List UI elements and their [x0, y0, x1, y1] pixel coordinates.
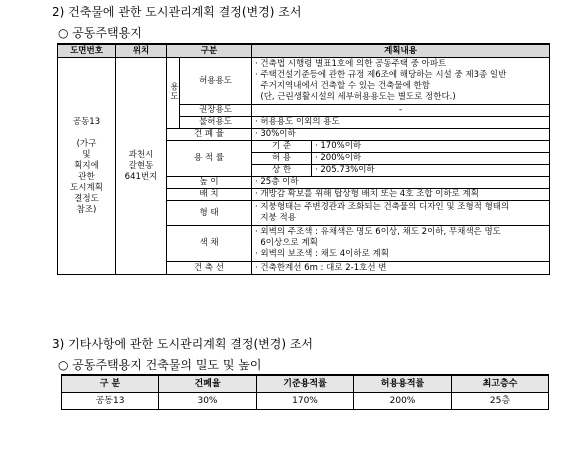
building-plan-table	[57, 43, 550, 275]
far-base-label: 기 준	[252, 141, 312, 153]
coverage-label: 건 폐 율	[167, 129, 252, 141]
header-no: 도면번호	[58, 44, 116, 58]
density-header-base-far: 기준용적률	[257, 375, 354, 393]
color-content: · 외벽의 주조색 : 유채색은 명도 6이상, 채도 2이하, 무채색은 명도 6이상으로 계획 · 외벽의 보조색 : 채도 4이하로 계획	[252, 226, 550, 262]
density-height-table	[61, 374, 549, 410]
density-cell-base-far: 170%	[257, 393, 354, 410]
setback-value: · 건축한계선 6m : 대로 2-1호선 변	[252, 262, 550, 275]
height-value: · 25층 이하	[252, 177, 550, 189]
section-3-heading: 3) 기타사항에 관한 도시관리계획 결정(변경) 조서	[52, 337, 314, 351]
far-allow-value: · 200%이하	[312, 153, 550, 165]
density-cell-max-floors: 25층	[452, 393, 549, 410]
density-cell-allowed-far: 200%	[354, 393, 452, 410]
recommended-use-label: 권장용도	[180, 105, 252, 117]
layout-label: 배 치	[167, 189, 252, 201]
section-3-subheading: ○ 공동주택용지 건축물의 밀도 및 높이	[58, 358, 262, 372]
plan-number: 공동13 (가구 및 획지에 관한 도시계획 결정도 참조)	[58, 58, 116, 275]
section-2-heading: 2) 건축물에 관한 도시관리계획 결정(변경) 조서	[52, 5, 302, 19]
density-header-coverage: 건폐율	[159, 375, 257, 393]
setback-label: 건 축 선	[167, 262, 252, 275]
density-header-max-floors: 최고층수	[452, 375, 549, 393]
density-header-allowed-far: 허용용적률	[354, 375, 452, 393]
density-header-category: 구 분	[62, 375, 159, 393]
far-base-value: · 170%이하	[312, 141, 550, 153]
recommended-use-value: -	[252, 105, 550, 117]
use-label: 용도	[167, 58, 180, 129]
allowed-use-label: 허용용도	[180, 58, 252, 105]
far-label: 용 적 률	[167, 141, 252, 177]
far-max-label: 상 한	[252, 165, 312, 177]
far-allow-label: 허 용	[252, 153, 312, 165]
coverage-value: · 30%이하	[252, 129, 550, 141]
disallowed-use-label: 불허용도	[180, 117, 252, 129]
height-label: 높 이	[167, 177, 252, 189]
form-content: · 지붕형태는 주변경관과 조화되는 건축물의 디자인 및 조형적 형태의 지붕 적용	[252, 201, 550, 226]
section-2-subheading: ○ 공동주택용지	[58, 26, 142, 40]
header-location: 위치	[116, 44, 167, 58]
header-category: 구분	[167, 44, 252, 58]
color-label: 색 채	[167, 226, 252, 262]
plan-location: 과천시 갈현동 641번지	[116, 58, 167, 275]
far-max-value: · 205.73%이하	[312, 165, 550, 177]
density-cell-coverage: 30%	[159, 393, 257, 410]
header-content: 계획내용	[252, 44, 550, 58]
form-label: 형 태	[167, 201, 252, 226]
density-cell-category: 공동13	[62, 393, 159, 410]
disallowed-use-value: · 허용용도 이외의 용도	[252, 117, 550, 129]
allowed-use-content: · 건축법 시행령 별표1호에 의한 공동주택 중 아파트 · 주택건설기준등에 관한 규정 제6조에 해당하는 시설 중 제3종 일반 주거지역내에서 건축할 수 있는 건축물에 한함 (단, 근린생활시설의 세부허용용도는 별도로 정한다.)	[252, 58, 550, 105]
layout-value: · 개방감 확보를 위해 탑상형 배치 또는 4호 조합 이하로 계획	[252, 189, 550, 201]
